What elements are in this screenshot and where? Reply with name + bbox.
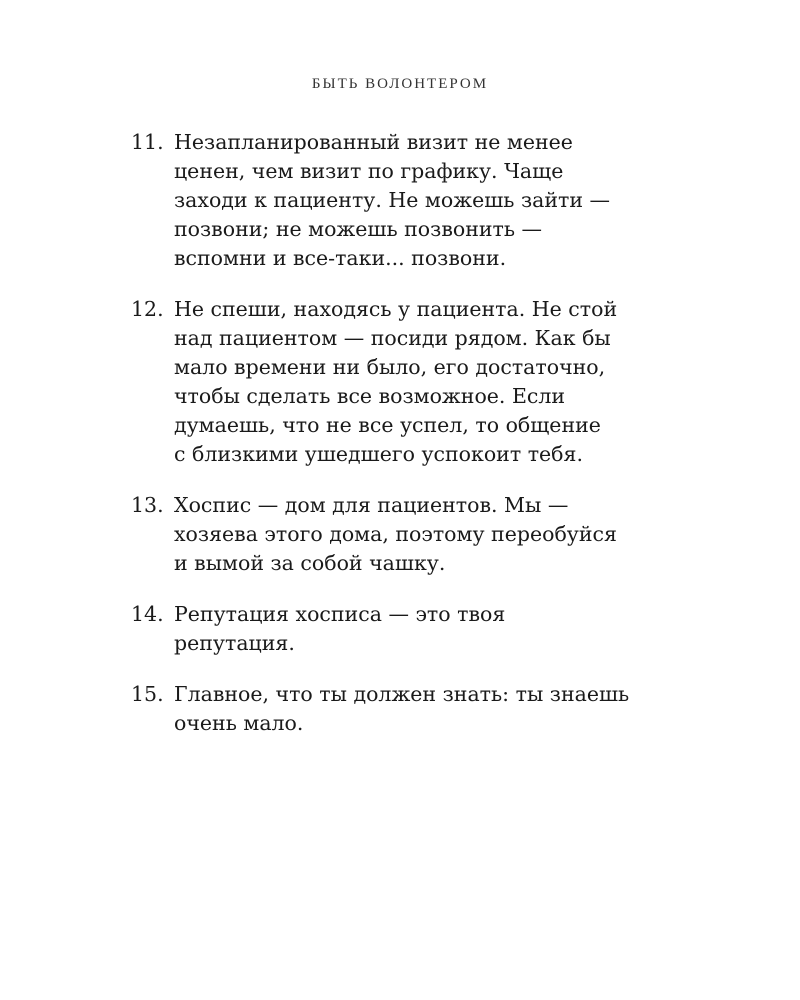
list-item [131, 680, 651, 738]
text-line: репутация. [174, 631, 295, 655]
rules-list [131, 128, 651, 738]
list-item [131, 295, 651, 469]
item-number: 13. [131, 493, 164, 517]
item-number: 14. [131, 602, 164, 626]
text-line: хозяева этого дома, поэтому переобуйся [174, 522, 617, 546]
item-number: 15. [131, 682, 164, 706]
text-line: Не спеши, находясь у пациента. Не стой [174, 297, 618, 321]
text-line: с близкими ушедшего успокоит тебя. [174, 442, 583, 466]
item-text [174, 491, 651, 578]
item-text [174, 295, 651, 469]
text-line: очень мало. [174, 711, 304, 735]
running-head: БЫТЬ ВОЛОНТЕРОМ [311, 76, 489, 92]
list-item [131, 600, 651, 658]
text-line: Незапланированный визит не менее [174, 130, 573, 154]
list-item [131, 128, 651, 273]
text-line: над пациентом — посиди рядом. Как бы [174, 326, 611, 350]
item-text [174, 680, 651, 738]
item-text [174, 128, 651, 273]
item-number: 12. [131, 297, 164, 321]
text-line: мало времени ни было, его достаточно, [174, 355, 606, 379]
text-line: Главное, что ты должен знать: ты знаешь [174, 682, 630, 706]
text-line: ценен, чем визит по графику. Чаще [174, 159, 564, 183]
text-line: вспомни и все-таки... позвони. [174, 246, 507, 270]
text-line: заходи к пациенту. Не можешь зайти — [174, 188, 611, 212]
text-line: Хоспис — дом для пациентов. Мы — [174, 493, 569, 517]
item-number: 11. [131, 130, 164, 154]
text-line: чтобы сделать все возможное. Если [174, 384, 566, 408]
text-line: позвони; не можешь позвонить — [174, 217, 543, 241]
text-line: и вымой за собой чашку. [174, 551, 446, 575]
list-item [131, 491, 651, 578]
text-line: Репутация хосписа — это твоя [174, 602, 506, 626]
item-text [174, 600, 651, 658]
text-line: думаешь, что не все успел, то общение [174, 413, 601, 437]
